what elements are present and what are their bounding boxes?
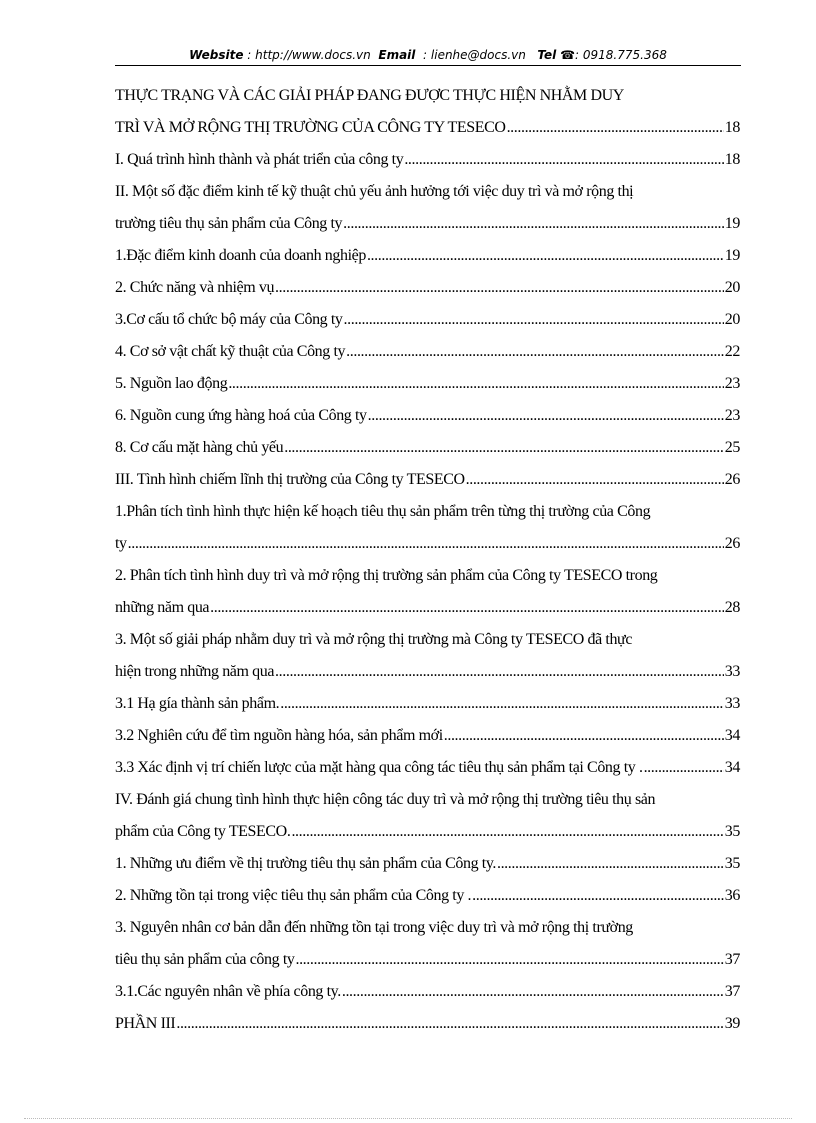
toc-entry-leader-line (115, 112, 740, 144)
toc-page-number: 19 (724, 215, 740, 232)
toc-entry (115, 624, 740, 688)
toc-entry-title: 3.3 Xác định vị trí chiến lược của mặt hàng qua công tác tiêu thụ sản phẩm tại Công ty . (115, 759, 643, 776)
toc-entry (115, 144, 740, 176)
toc-entry (115, 688, 740, 720)
toc-entry-title: ty (115, 535, 127, 552)
toc-entry-title: 3.1.Các nguyên nhân về phía công ty. (115, 983, 341, 1000)
toc-entry-leader-line (115, 272, 740, 304)
toc-page-number: 33 (724, 695, 740, 712)
toc-page-number: 28 (724, 599, 740, 616)
tel-value: : 0918.775.368 (575, 48, 667, 62)
toc-entry-title: PHẦN III (115, 1015, 176, 1032)
toc-entry (115, 240, 740, 272)
toc-page-number: 35 (724, 823, 740, 840)
toc-entry-leader-line (115, 944, 740, 976)
dot-leader (507, 112, 724, 144)
dot-leader (284, 432, 724, 464)
toc-entry-title-line: 1.Phân tích tình hình thực hiện kế hoạch tiêu thụ sản phẩm trên từng thị trường của Công (115, 503, 651, 520)
toc-entry (115, 304, 740, 336)
toc-page-number: 35 (724, 855, 740, 872)
dot-leader (368, 400, 724, 432)
toc-entry-title: 5. Nguồn lao động (115, 375, 228, 392)
toc-entry-title-line: IV. Đánh giá chung tình hình thực hiện công tác duy trì và mở rộng thị trường tiêu thụ sản (115, 791, 656, 808)
toc-entry-title-line: 2. Phân tích tình hình duy trì và mở rộng thị trường sản phẩm của Công ty TESECO trong (115, 567, 658, 584)
toc-page-number: 34 (724, 759, 740, 776)
toc-entry-title-line: THỰC TRẠNG VÀ CÁC GIẢI PHÁP ĐANG ĐƯỢC THỰC HIỆN NHẰM DUY (115, 87, 624, 104)
toc-entry-title: III. Tình hình chiếm lĩnh thị trường của Công ty TESECO (115, 471, 465, 488)
dot-leader (343, 208, 724, 240)
dot-leader (228, 368, 723, 400)
toc-entry (115, 912, 740, 976)
toc-entry-title: 4. Cơ sở vật chất kỹ thuật của Công ty (115, 343, 346, 360)
toc-entry (115, 560, 740, 624)
toc-page-number: 19 (724, 247, 740, 264)
toc-page-number: 26 (724, 535, 740, 552)
tel-label: Tel (537, 48, 557, 62)
page-header (115, 47, 741, 64)
toc-entry-title: những năm qua (115, 599, 210, 616)
toc-entry (115, 400, 740, 432)
dot-leader (344, 304, 724, 336)
header-divider (115, 65, 741, 66)
toc-entry-leader-line (115, 592, 740, 624)
email-value: : lienhe@docs.vn (423, 48, 526, 62)
toc-entry (115, 176, 740, 240)
toc-entry-leader-line (115, 240, 740, 272)
toc-entry-title-line: 3. Nguyên nhân cơ bản dẫn đến những tồn tại trong việc duy trì và mở rộng thị trường (115, 919, 633, 936)
toc-entry-leader-line (115, 1008, 740, 1040)
dot-leader (644, 752, 724, 784)
dot-leader (497, 848, 724, 880)
toc-entry (115, 80, 740, 144)
toc-entry-title: 3.2 Nghiên cứu để tìm nguồn hàng hóa, sản phẩm mới (115, 727, 443, 744)
toc-entry-title: 3.Cơ cấu tổ chức bộ máy của Công ty (115, 311, 343, 328)
table-of-contents (115, 80, 740, 1040)
toc-entry (115, 336, 740, 368)
toc-page-number: 39 (724, 1015, 740, 1032)
toc-page-number: 26 (724, 471, 740, 488)
dot-leader (404, 144, 723, 176)
toc-page-number: 36 (724, 887, 740, 904)
toc-entry (115, 368, 740, 400)
toc-entry (115, 496, 740, 560)
toc-entry (115, 880, 740, 912)
toc-entry (115, 720, 740, 752)
toc-entry-leader-line (115, 880, 740, 912)
dot-leader (210, 592, 724, 624)
toc-entry-title: 3.1 Hạ gía thành sản phẩm. (115, 695, 280, 712)
toc-entry-title: 1.Đặc điểm kinh doanh của doanh nghiệp (115, 247, 366, 264)
toc-entry-title: hiện trong những năm qua (115, 663, 275, 680)
toc-page-number: 18 (724, 119, 740, 136)
toc-entry-title: 6. Nguồn cung ứng hàng hoá của Công ty (115, 407, 367, 424)
toc-entry-leader-line (115, 144, 740, 176)
toc-entry (115, 976, 740, 1008)
toc-entry (115, 784, 740, 848)
toc-entry-leader-line (115, 368, 740, 400)
toc-entry (115, 464, 740, 496)
dot-leader (466, 464, 724, 496)
toc-entry-leader-line (115, 400, 740, 432)
dot-leader (275, 272, 724, 304)
toc-entry-leader-line (115, 656, 740, 688)
dot-leader (291, 816, 723, 848)
dot-leader (176, 1008, 723, 1040)
toc-page-number: 33 (724, 663, 740, 680)
dot-leader (280, 688, 724, 720)
toc-entry-title: I. Quá trình hình thành và phát triển của công ty (115, 151, 404, 168)
dot-leader (295, 944, 723, 976)
dot-leader (367, 240, 724, 272)
toc-page-number: 23 (724, 375, 740, 392)
toc-entry-title: tiêu thụ sản phẩm của công ty (115, 951, 295, 968)
toc-entry-leader-line (115, 816, 740, 848)
dot-leader (346, 336, 724, 368)
toc-entry-title: phẩm của Công ty TESECO. (115, 823, 291, 840)
toc-entry-leader-line (115, 432, 740, 464)
toc-page-number: 20 (724, 279, 740, 296)
dot-leader (275, 656, 724, 688)
toc-entry-title: trường tiêu thụ sản phẩm của Công ty (115, 215, 343, 232)
toc-page-number: 34 (724, 727, 740, 744)
website-label: Website (189, 48, 244, 62)
toc-entry-leader-line (115, 976, 740, 1008)
toc-page-number: 22 (724, 343, 740, 360)
toc-entry-title-line: II. Một số đặc điểm kinh tế kỹ thuật chủ yếu ảnh hưởng tới việc duy trì và mở rộng thị (115, 183, 634, 200)
toc-entry-leader-line (115, 848, 740, 880)
toc-entry-title: 2. Những tồn tại trong việc tiêu thụ sản phẩm của Công ty . (115, 887, 472, 904)
phone-icon: ☎ (560, 48, 576, 62)
toc-entry-leader-line (115, 688, 740, 720)
toc-entry-title: 8. Cơ cấu mặt hàng chủ yếu (115, 439, 284, 456)
toc-entry-leader-line (115, 464, 740, 496)
toc-entry-leader-line (115, 752, 740, 784)
toc-entry-leader-line (115, 208, 740, 240)
toc-entry (115, 1008, 740, 1040)
toc-entry (115, 848, 740, 880)
toc-page-number: 18 (724, 151, 740, 168)
toc-entry-title: 1. Những ưu điểm về thị trường tiêu thụ sản phẩm của Công ty. (115, 855, 496, 872)
toc-page-number: 20 (724, 311, 740, 328)
toc-entry-leader-line (115, 528, 740, 560)
website-value: : http://www.docs.vn (247, 48, 371, 62)
toc-entry-leader-line (115, 336, 740, 368)
toc-page-number: 37 (724, 951, 740, 968)
toc-entry-leader-line (115, 304, 740, 336)
toc-entry-leader-line (115, 720, 740, 752)
toc-entry (115, 272, 740, 304)
toc-page-number: 37 (724, 983, 740, 1000)
dot-leader (128, 528, 724, 560)
toc-page-number: 23 (724, 407, 740, 424)
toc-entry-title: 2. Chức năng và nhiệm vụ (115, 279, 275, 296)
toc-entry-title: TRÌ VÀ MỞ RỘNG THỊ TRƯỜNG CỦA CÔNG TY TESECO (115, 119, 506, 136)
toc-entry-title-line: 3. Một số giải pháp nhằm duy trì và mở rộng thị trường mà Công ty TESECO đã thực (115, 631, 633, 648)
toc-page-number: 25 (724, 439, 740, 456)
dot-leader (342, 976, 724, 1008)
toc-entry (115, 752, 740, 784)
page-bottom-border (24, 1118, 792, 1119)
dot-leader (444, 720, 724, 752)
toc-entry (115, 432, 740, 464)
dot-leader (472, 880, 724, 912)
email-label: Email (378, 48, 416, 62)
